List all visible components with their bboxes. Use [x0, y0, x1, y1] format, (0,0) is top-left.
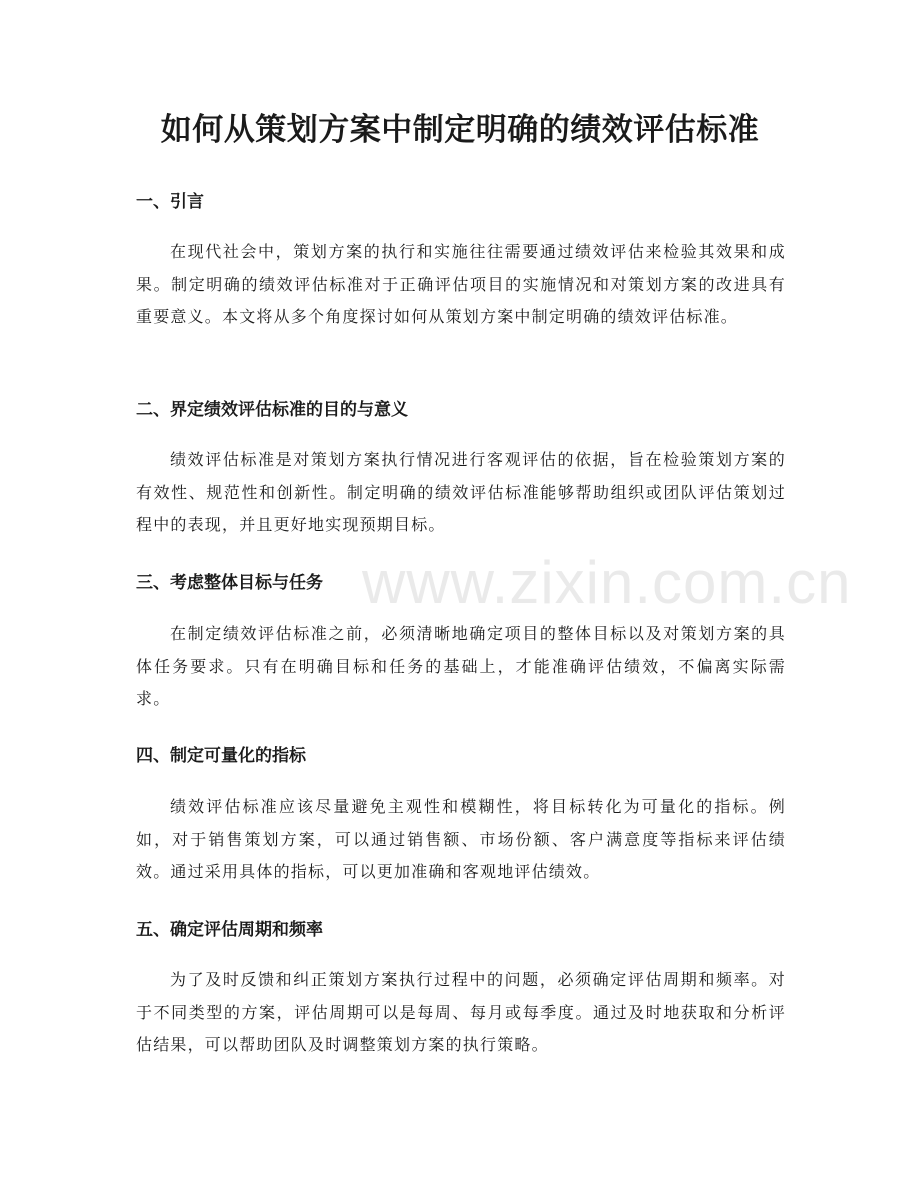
document-title: 如何从策划方案中制定明确的绩效评估标准: [160, 112, 760, 148]
section-heading-purpose: 二、界定绩效评估标准的目的与意义: [136, 400, 408, 420]
section-paragraph-metrics: 绩效评估标准应该尽量避免主观性和模糊性，将目标转化为可量化的指标。例如，对于销售策划方案，可以通过销售额、市场份额、客户满意度等指标来评估绩效。通过采用具体的指标，可以更加准确和客观地评估绩效。: [136, 797, 786, 881]
section-heading-metrics: 四、制定可量化的指标: [136, 746, 306, 766]
section-paragraph-cycle: 为了及时反馈和纠正策划方案执行过程中的问题，必须确定评估周期和频率。对于不同类型的方案，评估周期可以是每周、每月或每季度。通过及时地获取和分析评估结果，可以帮助团队及时调整策划方案的执行策略。: [136, 970, 786, 1054]
watermark: www.zixin.com.cn: [362, 549, 852, 616]
section-heading-cycle: 五、确定评估周期和频率: [136, 920, 323, 940]
section-heading-goals: 三、考虑整体目标与任务: [136, 573, 323, 593]
section-heading-introduction: 一、引言: [136, 192, 204, 212]
section-paragraph-purpose: 绩效评估标准是对策划方案执行情况进行客观评估的依据，旨在检验策划方案的有效性、规范性和创新性。制定明确的绩效评估标准能够帮助组织或团队评估策划过程中的表现，并且更好地实现预期目标。: [136, 450, 786, 534]
section-paragraph-introduction: 在现代社会中，策划方案的执行和实施往往需要通过绩效评估来检验其效果和成果。制定明确的绩效评估标准对于正确评估项目的实施情况和对策划方案的改进具有重要意义。本文将从多个角度探讨如何从策划方案中制定明确的绩效评估标准。: [136, 242, 786, 326]
section-paragraph-goals: 在制定绩效评估标准之前，必须清晰地确定项目的整体目标以及对策划方案的具体任务要求。只有在明确目标和任务的基础上，才能准确评估绩效，不偏离实际需求。: [136, 624, 786, 708]
